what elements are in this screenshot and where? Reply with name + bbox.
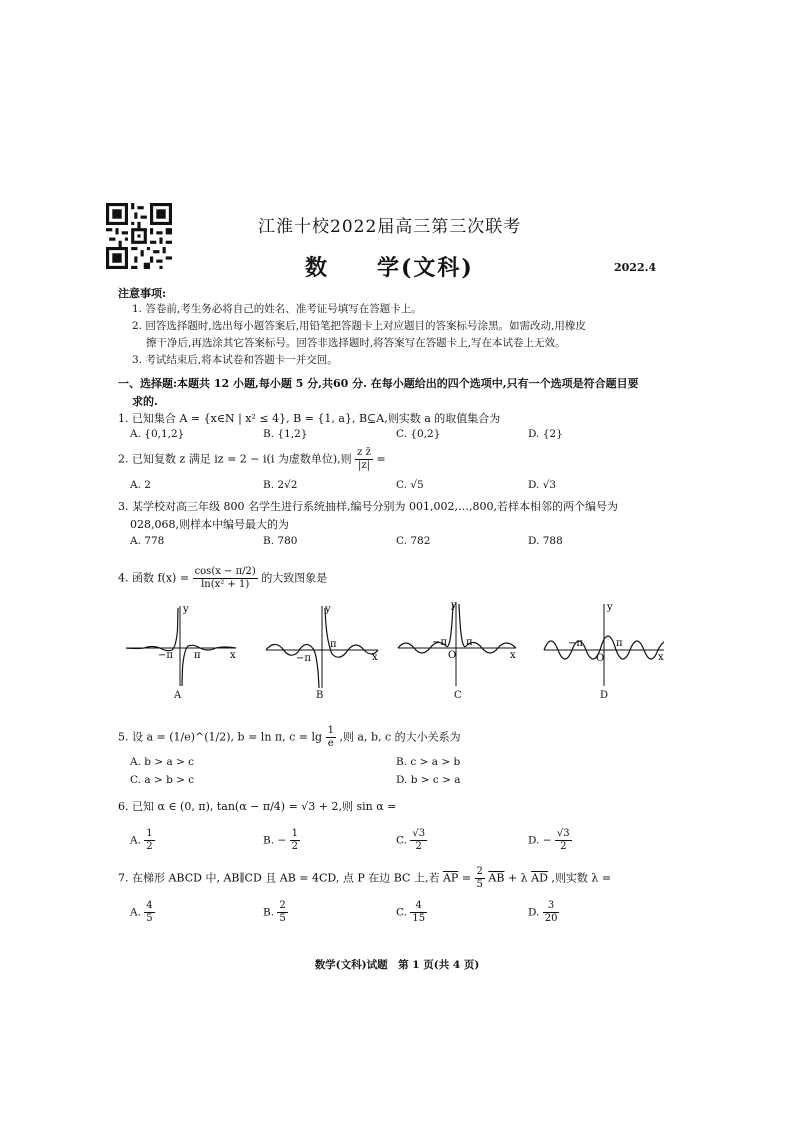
frac-den: 5 <box>146 913 153 924</box>
axis-y-label: y <box>607 602 613 613</box>
notice-item: 3. 考试结束后,将本试卷和答题卡一并交回。 <box>132 354 338 366</box>
pi-label: π <box>330 639 337 650</box>
option-label: D. <box>528 906 540 919</box>
frac-num: √3 <box>556 828 570 839</box>
option-label: C. <box>396 906 407 919</box>
q6-a-frac <box>144 828 154 853</box>
q3-option-a: A. 778 <box>130 535 165 547</box>
pi-label: π <box>194 650 201 661</box>
axis-x-label: x <box>230 650 236 661</box>
q4-stem-end: 的大致图象是 <box>261 571 328 585</box>
q1-option-d: D. {2} <box>528 428 563 440</box>
question-3-stem-line1: 3. 某学校对高三年级 800 名学生进行系统抽样,编号分别为 001,002,…,800,若样本相邻的两个编号为 <box>118 500 618 513</box>
frac-den: 2 <box>146 841 153 852</box>
q4-graph-d <box>542 600 668 690</box>
q7-stem-end: ,则实数 λ = <box>551 871 612 885</box>
q6-c-frac <box>410 828 427 853</box>
q5-option-c: C. a > b > c <box>130 774 195 786</box>
q6-option-b <box>263 828 300 853</box>
question-6-stem: 6. 已知 α ∈ (0, π), tan(α − π/4) = √3 + 2,则 sin α = <box>118 800 397 813</box>
q5-option-d: D. b > c > a <box>396 774 461 786</box>
frac-num: 2 <box>279 900 286 911</box>
q7-stem-text: 7. 在梯形 ABCD 中, AB∥CD 且 AB = 4CD, 点 P 在边 BC 上,若 <box>118 871 440 885</box>
frac-den: 5 <box>279 913 286 924</box>
notice-heading: 注意事项: <box>118 287 167 300</box>
q4-graph-a <box>122 600 240 690</box>
q7-option-a <box>130 900 155 925</box>
frac-num: 1 <box>291 828 298 839</box>
q6-option-c <box>396 828 427 853</box>
axis-x-label: x <box>658 652 664 663</box>
q6-a-label: A. <box>130 834 141 847</box>
q3-option-d: D. 788 <box>528 535 563 547</box>
question-2-stem <box>118 447 386 472</box>
q6-b-frac <box>290 828 300 853</box>
exam-title: 江淮十校2022届高三第三次联考 <box>258 217 522 237</box>
q7-fraction <box>475 866 485 891</box>
q4-graph-b-label: B <box>316 690 324 701</box>
q7-eq: = <box>461 871 472 885</box>
option-label: A. <box>130 906 141 919</box>
frac-num: 4 <box>146 900 153 911</box>
q7-frac-den: 5 <box>476 879 483 890</box>
neg-pi-label: −π <box>568 638 583 649</box>
q2-option-b: B. 2√2 <box>263 479 298 491</box>
q4-graph-d-label: D <box>600 690 609 701</box>
q1-option-c: C. {0,2} <box>396 428 441 440</box>
axis-y-label: y <box>451 600 457 611</box>
q7-vector-ab: $\overline{AB}$ <box>488 871 505 885</box>
q1-option-b: B. {1,2} <box>263 428 308 440</box>
axis-x-label: x <box>510 650 516 661</box>
notice-item: 擦干净后,再选涂其它答案标号。回答非选择题时,将答案写在答题卡上,写在本试卷上无效。 <box>146 337 566 349</box>
option-label: B. <box>263 906 275 919</box>
frac-den: 15 <box>412 913 426 924</box>
q6-c-label: C. <box>396 834 407 847</box>
frac-num: 3 <box>543 900 560 913</box>
question-3-stem-line2: 028,068,则样本中编号最大的为 <box>130 518 289 531</box>
q4-graph-b <box>262 600 382 692</box>
q7-vector-ad: $\overline{AD}$ <box>531 871 548 885</box>
q6-d-sign: − <box>542 834 552 847</box>
question-7-stem <box>118 866 611 891</box>
origin-label: O <box>448 650 457 661</box>
q7-option-b <box>263 900 288 925</box>
section-line: 求的. <box>132 395 158 408</box>
q7-option-c <box>396 900 427 925</box>
axis-y-label: y <box>183 604 189 615</box>
q6-d-label: D. <box>528 834 540 847</box>
notice-item: 2. 回答选择题时,选出每小题答案后,用铅笔把答题卡上对应题目的答案标号涂黑。如需改动,用橡皮 <box>132 320 586 332</box>
question-5-stem <box>118 725 461 750</box>
notice-item: 1. 答卷前,考生务必将自己的姓名、准考证号填写在答题卡上。 <box>132 303 422 315</box>
qr-code-image <box>106 203 172 269</box>
q5-option-b: B. c > a > b <box>396 756 461 768</box>
axis-x-label: x <box>372 652 378 663</box>
neg-pi-label: −π <box>296 653 311 664</box>
q3-option-b: B. 780 <box>263 535 298 547</box>
frac-num: √3 <box>412 828 426 839</box>
q2-option-c: C. √5 <box>396 479 424 491</box>
q4-stem-text: 4. 函数 f(x) = <box>118 571 190 585</box>
q5-frac-den: e <box>327 738 334 749</box>
q6-option-a <box>130 828 155 853</box>
origin-label: O <box>596 653 605 664</box>
q2-stem-text: 2. 已知复数 z 满足 iz = 2 − i(i 为虚数单位),则 <box>118 452 352 466</box>
frac-num: 4 <box>410 900 427 913</box>
page-footer: 数学(文科)试题 第 1 页(共 4 页) <box>314 959 480 971</box>
q5-option-a: A. b > a > c <box>130 756 195 768</box>
pi-label: π <box>616 638 623 649</box>
q7-b-frac <box>277 900 287 925</box>
q6-d-frac <box>555 828 572 853</box>
q7-vector-ap: $\overline{AP}$ <box>442 871 459 885</box>
neg-pi-label: −π <box>158 650 173 661</box>
frac-num: 1 <box>146 828 153 839</box>
q7-option-d <box>528 900 559 925</box>
neg-pi-label: −π <box>432 637 447 648</box>
q7-d-frac <box>543 900 560 925</box>
frac-den: 2 <box>560 841 567 852</box>
q4-frac-den: ln(x² + 1) <box>201 579 250 590</box>
q2-stem-end: = <box>376 452 386 466</box>
q2-frac-num: z z̄ <box>357 447 371 458</box>
q2-fraction <box>355 447 373 472</box>
q7-plus-lambda: + λ <box>507 871 528 885</box>
q4-fraction <box>193 566 258 591</box>
q6-b-sign: − <box>277 834 287 847</box>
q6-b-label: B. <box>263 834 275 847</box>
q5-fraction <box>326 725 336 750</box>
q5-stem-text: 5. 设 a = (1/e)^(1/2), b = ln π, c = lg <box>118 730 323 744</box>
q1-option-a: A. {0,1,2} <box>130 428 185 440</box>
q5-frac-num: 1 <box>327 725 334 736</box>
q4-graph-a-label: A <box>174 690 182 701</box>
q4-frac-num: cos(x − π/2) <box>194 566 256 577</box>
question-1-stem: 1. 已知集合 A = {x∈N | x² ≤ 4}, B = {1, a}, B⊆A,则实数 a 的取值集合为 <box>118 412 501 425</box>
frac-den: 2 <box>415 841 422 852</box>
q5-stem-end: ,则 a, b, c 的大小关系为 <box>339 730 461 744</box>
frac-den: 20 <box>544 913 558 924</box>
section-heading <box>118 375 688 411</box>
q7-frac-num: 2 <box>476 866 483 877</box>
q2-frac-den: |z| <box>357 460 370 471</box>
axis-y-label: y <box>325 604 331 615</box>
q6-option-d <box>528 828 572 853</box>
exam-date: 2022.4 <box>614 261 657 274</box>
q7-c-frac <box>410 900 427 925</box>
frac-den: 2 <box>291 841 298 852</box>
q3-option-c: C. 782 <box>396 535 431 547</box>
q4-graph-c <box>396 598 520 690</box>
q2-option-a: A. 2 <box>130 479 151 491</box>
section-line: 一、选择题:本题共 12 小题,每小题 5 分,共60 分. 在每小题给出的四个选项中,只有一个选项是符合题目要 <box>118 377 639 390</box>
pi-label: π <box>466 637 473 648</box>
subject-title: 数 学(文科) <box>305 255 474 281</box>
question-4-stem <box>118 566 327 591</box>
q2-option-d: D. √3 <box>528 479 557 491</box>
q4-graph-c-label: C <box>454 690 462 701</box>
q7-a-frac <box>144 900 154 925</box>
